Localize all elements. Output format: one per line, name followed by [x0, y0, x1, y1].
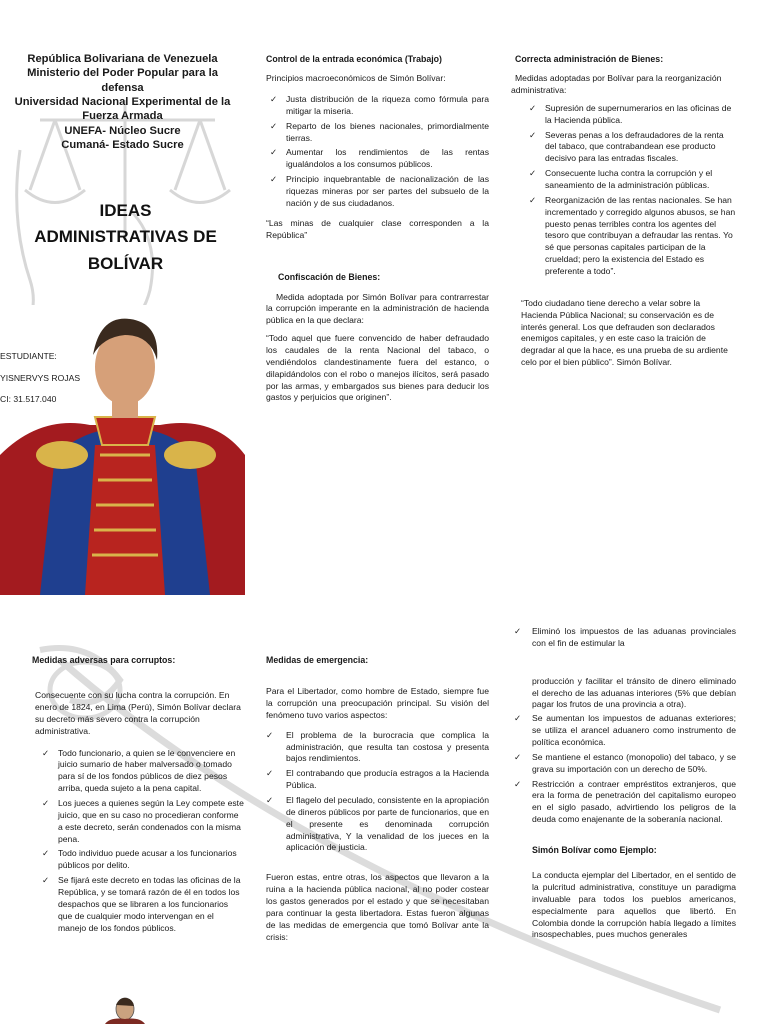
tax-measures-list: [514, 713, 736, 826]
student-id: CI: 31.517.040: [0, 394, 57, 405]
section-heading: Medidas adversas para corruptos:: [32, 655, 176, 665]
list-item: ✓ Se fijará este decreto en todas las oficinas de la República, y se tomará razón de él en todos los despachos que se libraren a los funcionarios que de cualquier modo intervengan en el manejo de los fondos públicos.: [42, 875, 241, 933]
measures-list: [511, 103, 736, 278]
list-item: ✓ Principio inquebrantable de nacionalización de las riquezas mineras por ser partes del subsuelo de la nación y de sus ciudadanos.: [270, 174, 489, 208]
title-line: ADMINISTRATIVAS DE: [34, 227, 217, 247]
list-item: ✓ Todo individuo puede acusar a los funcionarios públicos por delito.: [42, 848, 237, 871]
panel-emergency-continued: [514, 626, 736, 947]
list-item: ✓ El contrabando que producía estragos a la Hacienda Pública.: [266, 768, 489, 791]
list-item: ✓ Justa distribución de la riqueza como fórmula para mitigar la miseria.: [270, 93, 489, 116]
institution-line: UNEFA- Núcleo Sucre: [64, 124, 181, 137]
decree-list: [32, 748, 244, 935]
institution-line: República Bolivariana de Venezuela: [27, 53, 218, 65]
checkmark-icon: ✓: [529, 168, 537, 179]
list-item-continuation: producción y facilitar el tránsito de dinero eliminado el derecho de las aduanas interiores (5% que debían pagar los frutos de una provincia a otra).: [532, 675, 736, 710]
cover-title: [28, 198, 223, 277]
emergency-paragraph: Para el Libertador, como hombre de Estado, siempre fue la corrupción una preocupación principal. Su visión del fenómeno tuvo varios aspectos:: [266, 686, 489, 720]
checkmark-icon: ✓: [42, 848, 50, 859]
checkmark-icon: ✓: [42, 798, 50, 808]
aspects-list: [266, 730, 489, 855]
list-item: ✓ Todo funcionario, a quien se le convenciere en juicio sumario de haber malversado o tomado para sí de los fondos públicos de diez pesos arriba, queda sujeto a la pena capital.: [42, 747, 236, 794]
list-item: ✓ Reparto de los bienes nacionales, primordialmente tierras.: [270, 120, 489, 143]
tax-measures-list: [514, 626, 736, 650]
list-item: ✓ Severas penas a los defraudadores de la renta del tabaco, que contrabandean ese producto decisivo para las entradas fiscales.: [529, 129, 724, 164]
section-heading: Medidas de emergencia:: [266, 655, 369, 665]
checkmark-icon: ✓: [529, 129, 537, 140]
checkmark-icon: ✓: [42, 747, 50, 758]
checkmark-icon: ✓: [514, 626, 522, 636]
list-item: ✓ Consecuente lucha contra la corrupción y el saneamiento de la administración públicas.: [529, 168, 713, 190]
list-item: ✓ Los jueces a quienes según la Ley compete este juicio, que en su caso no procedieran conforme a este decreto, serán condenados con la misma pena.: [42, 798, 244, 844]
section-heading: Control de la entrada económica (Trabajo): [266, 54, 442, 64]
ruin-paragraph: Fueron estas, entre otras, los aspectos que llevaron a la ruina a la hacienda pública nacional, al no poder costear los gastos generados por el estado y que se necesitaban para continuar la gesta libertadora. Estas fueron algunas de las medidas de emergencia que tomó Bolívar ante la crisis:: [266, 872, 489, 942]
institution-line: Ministerio del Poder Popular para la: [27, 67, 218, 80]
list-item: ✓ El flagelo del peculado, consistente en la apropiación de dineros públicos por parte de funcionarios, que en el presente es denominada corrupción administrativa, Y la venalidad de los jueces en la aplicación de justicia.: [266, 795, 489, 853]
student-label: ESTUDIANTE:: [0, 351, 57, 361]
list-item: ✓ Eliminó los impuestos de las aduanas provinciales con el fin de estimular la: [514, 626, 736, 648]
checkmark-icon: ✓: [529, 194, 537, 205]
panel-emergency-measures: [266, 654, 489, 949]
student-name: YISNERVYS ROJAS: [0, 372, 81, 383]
section-heading: Correcta administración de Bienes:: [515, 54, 664, 64]
checkmark-icon: ✓: [514, 778, 522, 789]
list-item: ✓ Aumentar los rendimientos de las rentas igualándolos a los consumos públicos.: [270, 147, 489, 170]
title-line: IDEAS: [99, 201, 152, 220]
checkmark-icon: ✓: [266, 768, 274, 779]
example-paragraph: La conducta ejemplar del Libertador, en el sentido de la pulcritud administrativa, constituye un paradigma invaluable para todos los pueblos americanos, especialmente para aquellos que libertó. En Colombia donde la corrupción había llegado a límites insospechables, pues muchos generales: [532, 870, 736, 940]
panel-economic-control: [266, 53, 489, 410]
checkmark-icon: ✓: [42, 875, 50, 886]
institution-line: Cumaná- Estado Sucre: [61, 138, 184, 151]
checkmark-icon: ✓: [529, 102, 537, 113]
checkmark-icon: ✓: [514, 713, 522, 724]
checkmark-icon: ✓: [514, 751, 522, 762]
mines-quote: “Las minas de cualquier clase corresponden a la República”: [266, 217, 489, 240]
list-item: ✓ Se aumentan los impuestos de aduanas exteriores; se utiliza el arancel aduanero como instrumento de política económica.: [514, 713, 736, 748]
section-heading: Simón Bolívar como Ejemplo:: [532, 845, 657, 856]
list-item: ✓ Se mantiene el estanco (monopolio) del tabaco, y se grava su importación con un derecho de 50%.: [514, 751, 736, 774]
bolivar-quote: “Todo ciudadano tiene derecho a velar sobre la Hacienda Pública Nacional; su conservación es de interés general. Los que defrauden son declarados enemigos capitales, y en este caso la traición de degradar al que la hace, es una prueba de su ardiente celo por el bien público”. Simón Bolívar.: [521, 297, 728, 368]
panel-adverse-measures: [32, 654, 244, 942]
principles-list: [266, 94, 489, 210]
bolivar-mini-portrait: [100, 995, 150, 1024]
checkmark-icon: ✓: [266, 795, 274, 805]
checkmark-icon: ✓: [270, 147, 278, 158]
student-info: [0, 352, 80, 417]
section-intro: Principios macroeconómicos de Simón Bolívar:: [266, 73, 446, 84]
list-item: ✓ Supresión de supernumerarios en las oficinas de la Hacienda pública.: [529, 102, 732, 125]
list-item: ✓ Restricción a contraer empréstitos extranjeros, que era la forma de penetración del capitalismo europeo en el siglo pasado, advirtiendo los peligros de la deuda como enajenante de la soberanía nacional.: [514, 778, 736, 825]
panel-asset-administration: [511, 53, 736, 375]
checkmark-icon: ✓: [270, 93, 278, 104]
checkmark-icon: ✓: [266, 729, 274, 740]
decree-paragraph: Consecuente con su lucha contra la corrupción. En enero de 1824, en Lima (Perú), Simón Bolívar declara su decreto más severo contra la corrupción administrativa.: [35, 690, 241, 736]
list-item: ✓ Reorganización de las rentas nacionales. Se han incrementado y corregido algunos abusos, se han puesto penas terribles contra los agentes del tesoro que contribuyan a defraudar las rentas. Yo sé que personas capitales participan de la crueldad; pero la existencia del Estado es preferente a todo”.: [529, 194, 736, 277]
bolivar-portrait: [0, 305, 245, 595]
checkmark-icon: ✓: [270, 174, 278, 185]
title-line: BOLÍVAR: [87, 253, 164, 273]
section-heading: Confiscación de Bienes:: [278, 272, 381, 283]
checkmark-icon: ✓: [270, 120, 278, 131]
confiscation-quote: “Todo aquel que fuere convencido de haber defraudado los caudales de la renta Nacional del tabaco, o vendiéndolos clandestinamente fuera del estanco, o dilapidándolos con el robo o manejos ilícitos, será pasado por las armas, y embargados sus bienes para deducir los gastos y perjuicios que originen”.: [266, 333, 489, 403]
institution-line: defensa: [101, 81, 144, 94]
institution-header: [0, 52, 245, 152]
institution-line: Fuerza Armada: [82, 110, 163, 123]
confiscation-paragraph: Medida adoptada por Simón Bolívar para contrarrestar la corrupción imperante en la administración de hacienda pública en la que declara:: [266, 291, 489, 326]
section-intro: Medidas adoptadas por Bolívar para la reorganización administrativa:: [511, 73, 722, 95]
institution-line: Universidad Nacional Experimental de la: [14, 95, 231, 108]
list-item: ✓ El problema de la burocracia que complica la administración, que resulta tan costosa y presenta bajos rendimientos.: [266, 729, 489, 764]
